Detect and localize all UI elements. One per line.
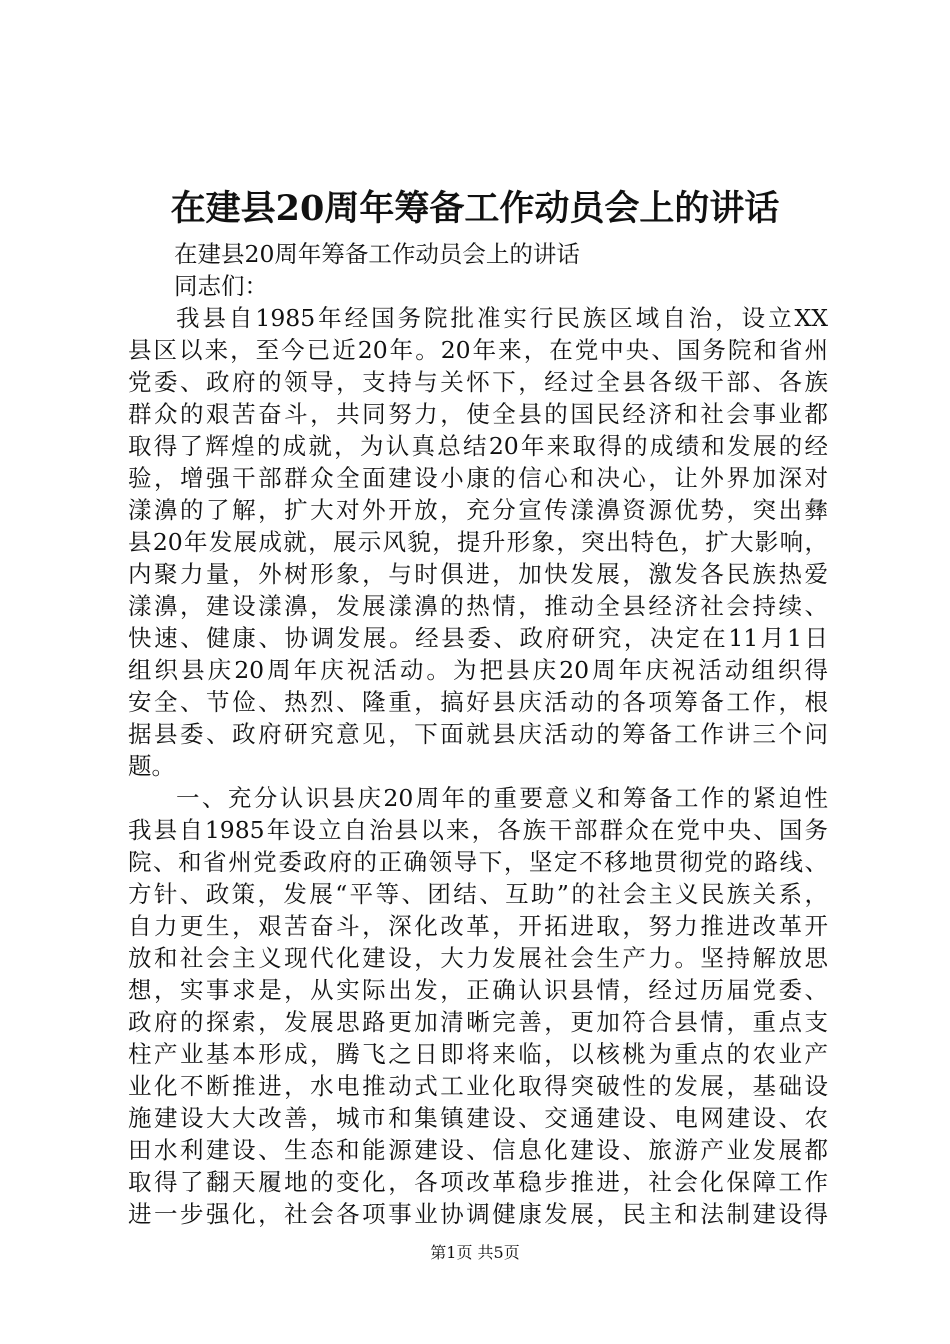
paragraph-line: 漾濞的了解，扩大对外开放，充分宣传漾濞资源优势，突出彝 xyxy=(128,496,828,524)
section-heading: 一、充分认识县庆20周年的重要意义和筹备工作的紧迫性 xyxy=(176,784,828,812)
paragraph-line: 题。 xyxy=(128,752,175,780)
paragraph-line: 我县自1985年设立自治县以来，各族干部群众在党中央、国务 xyxy=(128,816,828,844)
paragraph-line: 据县委、政府研究意见，下面就县庆活动的筹备工作讲三个问 xyxy=(128,720,828,748)
paragraph-line: 快速、健康、协调发展。经县委、政府研究，决定在11月1日 xyxy=(128,624,828,652)
paragraph-line: 漾濞，建设漾濞，发展漾濞的热情，推动全县经济社会持续、 xyxy=(128,592,828,620)
paragraph-line: 柱产业基本形成，腾飞之日即将来临，以核桃为重点的农业产 xyxy=(128,1040,828,1068)
paragraph-1 xyxy=(128,302,828,782)
paragraph-line: 进一步强化，社会各项事业协调健康发展，民主和法制建设得 xyxy=(128,1200,828,1228)
paragraph-line: 自力更生，艰苦奋斗，深化改革，开拓进取，努力推进改革开 xyxy=(128,912,828,940)
paragraph-line: 施建设大大改善，城市和集镇建设、交通建设、电网建设、农 xyxy=(128,1104,828,1132)
paragraph-line: 组织县庆20周年庆祝活动。为把县庆20周年庆祝活动组织得 xyxy=(128,656,828,684)
page-footer: 第1页 共5页 xyxy=(430,1243,520,1262)
paragraph-line: 内聚力量，外树形象，与时俱进，加快发展，激发各民族热爱 xyxy=(128,560,828,588)
paragraph-line: 院、和省州党委政府的正确领导下，坚定不移地贯彻党的路线、 xyxy=(128,848,828,876)
document-body xyxy=(128,238,828,1230)
salutation-line: 同志们： xyxy=(174,272,268,300)
paragraph-line: 群众的艰苦奋斗，共同努力，使全县的国民经济和社会事业都 xyxy=(128,400,828,428)
paragraph-line: 方针、政策，发展“平等、团结、互助”的社会主义民族关系， xyxy=(128,880,828,908)
paragraph-line: 党委、政府的领导，支持与关怀下，经过全县各级干部、各族 xyxy=(128,368,828,396)
paragraph-line: 取得了辉煌的成就，为认真总结20年来取得的成绩和发展的经 xyxy=(128,432,828,460)
paragraph-line: 想，实事求是，从实际出发，正确认识县情，经过历届党委、 xyxy=(128,976,828,1004)
paragraph-line: 安全、节俭、热烈、隆重，搞好县庆活动的各项筹备工作，根 xyxy=(128,688,828,716)
paragraph-line: 政府的探索，发展思路更加清晰完善，更加符合县情，重点支 xyxy=(128,1008,828,1036)
paragraph-line: 县20年发展成就，展示风貌，提升形象，突出特色，扩大影响， xyxy=(128,528,828,556)
paragraph-2 xyxy=(128,814,828,1230)
paragraph-line: 县区以来，至今已近20年。20年来，在党中央、国务院和省州 xyxy=(128,336,828,364)
paragraph-line: 验，增强干部群众全面建设小康的信心和决心，让外界加深对 xyxy=(128,464,828,492)
paragraph-line: 业化不断推进，水电推动式工业化取得突破性的发展，基础设 xyxy=(128,1072,828,1100)
paragraph-line: 田水利建设、生态和能源建设、信息化建设、旅游产业发展都 xyxy=(128,1136,828,1164)
subtitle-line: 在建县20周年筹备工作动员会上的讲话 xyxy=(174,240,580,268)
paragraph-line: 我县自1985年经国务院批准实行民族区域自治，设立XX xyxy=(176,304,828,332)
document-title: 在建县20周年筹备工作动员会上的讲话 xyxy=(170,188,780,229)
paragraph-line: 放和社会主义现代化建设，大力发展社会生产力。坚持解放思 xyxy=(128,944,828,972)
paragraph-line: 取得了翻天履地的变化，各项改革稳步推进，社会化保障工作 xyxy=(128,1168,828,1196)
